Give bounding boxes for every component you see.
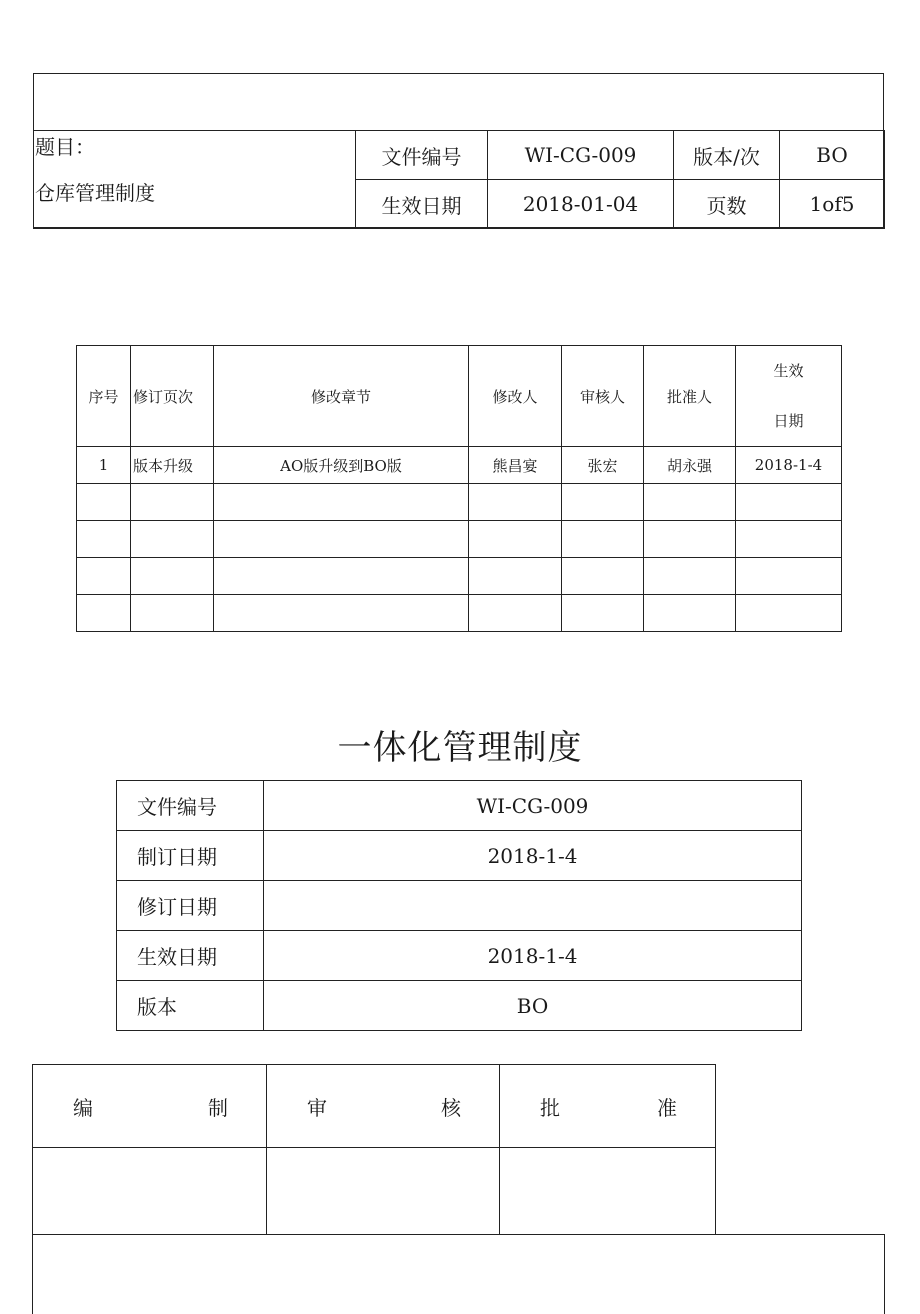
col-header-no: 序号 — [77, 346, 131, 447]
signoff-compile-cell — [33, 1065, 267, 1148]
col-header-effective: 生效 — [773, 362, 804, 380]
row-modifier: 熊昌宴 — [469, 447, 562, 484]
signoff-approve-char-2: 准 — [657, 1095, 677, 1120]
bottom-frame — [32, 1234, 885, 1314]
row-effective-date: 2018-1-4 — [736, 447, 842, 484]
doc-no-value: WI-CG-009 — [488, 131, 674, 180]
document-header-table — [33, 130, 885, 229]
info-row — [117, 981, 802, 1031]
version-label: 版本/次 — [674, 131, 780, 180]
info-row — [117, 931, 802, 981]
info-row — [117, 781, 802, 831]
info-value-version: BO — [264, 981, 802, 1031]
signoff-review-char-1: 审 — [307, 1095, 327, 1120]
info-value-effective: 2018-1-4 — [264, 931, 802, 981]
info-row — [117, 831, 802, 881]
signoff-review-cell — [267, 1065, 500, 1148]
table-row — [77, 447, 842, 484]
table-row — [77, 595, 842, 632]
title-value: 仓库管理制度 — [35, 181, 155, 205]
info-label-effective: 生效日期 — [117, 931, 264, 981]
effective-date-label: 生效日期 — [356, 180, 488, 229]
col-header-page: 修订页次 — [131, 346, 214, 447]
row-page: 版本升级 — [131, 447, 214, 484]
row-reviewer: 张宏 — [562, 447, 644, 484]
pages-label: 页数 — [674, 180, 780, 229]
pages-value: 1of5 — [780, 180, 885, 229]
revision-table — [76, 345, 842, 632]
version-value: BO — [780, 131, 885, 180]
info-label-doc-no: 文件编号 — [117, 781, 264, 831]
signoff-compile-char-2: 制 — [208, 1095, 228, 1120]
effective-date-value: 2018-01-04 — [488, 180, 674, 229]
row-section: AO版升级到BO版 — [214, 447, 469, 484]
page-title: 一体化管理制度 — [337, 728, 583, 768]
revision-header-row — [77, 346, 842, 447]
info-label-created: 制订日期 — [117, 831, 264, 881]
info-row — [117, 881, 802, 931]
title-cell — [34, 131, 356, 229]
signoff-approve-cell — [500, 1065, 716, 1148]
table-row — [77, 484, 842, 521]
signoff-approve-char-1: 批 — [540, 1095, 560, 1120]
signoff-review-char-2: 核 — [441, 1095, 461, 1120]
info-value-doc-no: WI-CG-009 — [264, 781, 802, 831]
col-header-approver: 批准人 — [644, 346, 736, 447]
col-header-section: 修改章节 — [214, 346, 469, 447]
row-approver: 胡永强 — [644, 447, 736, 484]
signoff-header-row — [33, 1065, 716, 1148]
document-info-table — [116, 780, 802, 1031]
table-row — [77, 558, 842, 595]
signoff-signature-row — [33, 1148, 716, 1235]
info-value-revised — [264, 881, 802, 931]
doc-no-label: 文件编号 — [356, 131, 488, 180]
col-header-reviewer: 审核人 — [562, 346, 644, 447]
table-row — [77, 521, 842, 558]
signoff-table — [32, 1064, 716, 1235]
info-label-revised: 修订日期 — [117, 881, 264, 931]
signoff-compile-signature — [33, 1148, 267, 1235]
info-label-version: 版本 — [117, 981, 264, 1031]
row-no: 1 — [77, 447, 131, 484]
col-header-date: 日期 — [773, 412, 804, 430]
info-value-created: 2018-1-4 — [264, 831, 802, 881]
signoff-review-signature — [267, 1148, 500, 1235]
signoff-approve-signature — [500, 1148, 716, 1235]
col-header-effective-date — [736, 346, 842, 447]
col-header-modifier: 修改人 — [469, 346, 562, 447]
title-label: 题目： — [35, 135, 95, 159]
signoff-compile-char-1: 编 — [73, 1095, 93, 1120]
